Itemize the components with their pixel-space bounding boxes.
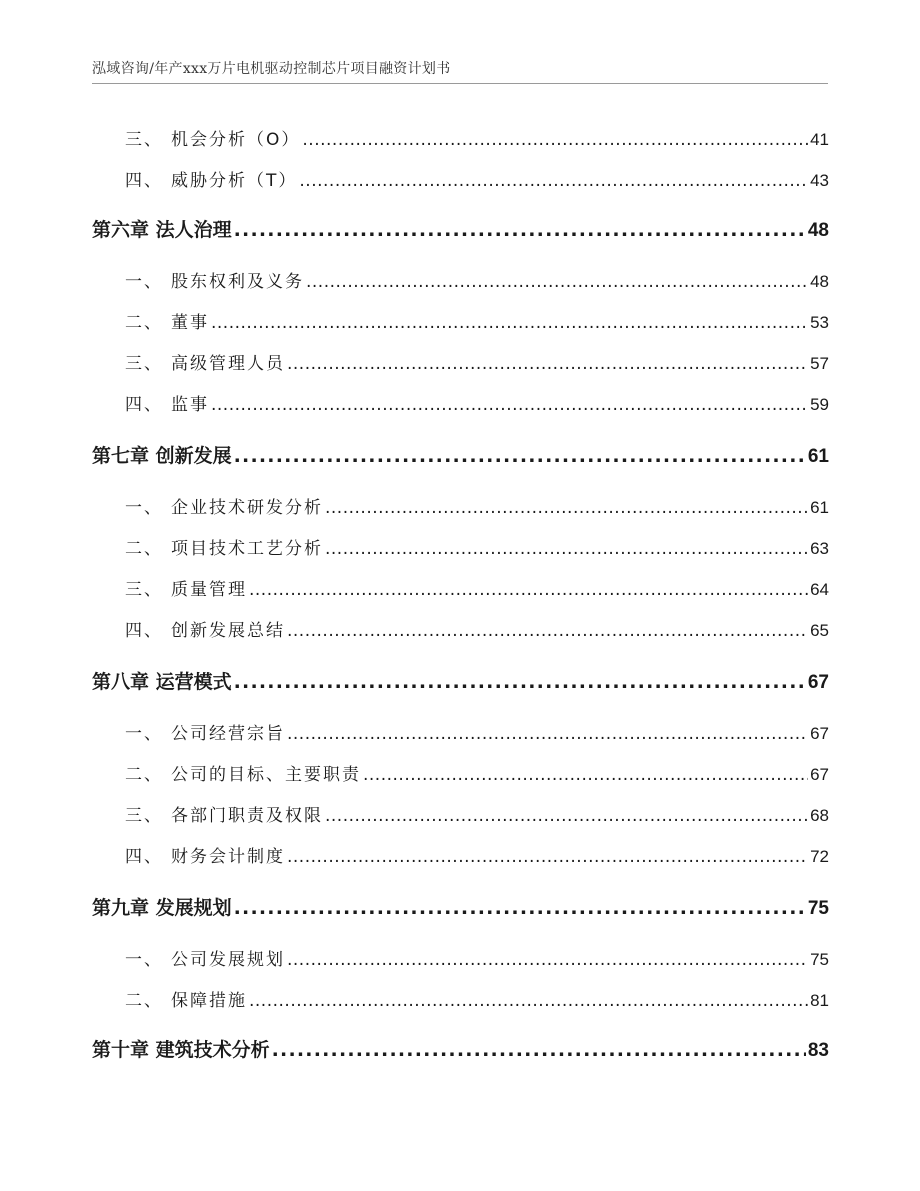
toc-entry[interactable] (92, 349, 829, 374)
toc-entry-page: 53 (810, 313, 829, 332)
toc-entry-number: 四、 (125, 847, 163, 867)
toc-entry-title: 机会分析（O） (171, 130, 301, 150)
toc-chapter-page: 48 (807, 220, 829, 241)
toc-entry-number: 三、 (125, 806, 163, 826)
toc-entry-page: 61 (810, 498, 829, 517)
toc-leader-dots (287, 950, 808, 970)
toc-entry-number: 二、 (125, 313, 163, 333)
toc-entry-number: 四、 (125, 171, 163, 191)
toc-chapter-page: 75 (807, 898, 829, 919)
toc-entry-title: 董事 (171, 313, 209, 333)
toc-leader-dots (287, 354, 808, 374)
toc-chapter-entry[interactable] (92, 667, 829, 694)
toc-entry-page: 41 (810, 130, 829, 149)
toc-leader-dots (234, 219, 806, 241)
header-rule (92, 83, 828, 84)
toc-entry-page: 48 (810, 272, 829, 291)
toc-entry-page: 65 (810, 621, 829, 640)
toc-leader-dots (325, 539, 808, 559)
toc-entry-page: 81 (810, 991, 829, 1010)
toc-leader-dots (287, 724, 808, 744)
toc-entry[interactable] (92, 308, 829, 333)
toc-entry[interactable] (92, 390, 829, 415)
toc-entry-title: 创新发展总结 (171, 621, 285, 641)
toc-leader-dots (363, 765, 808, 785)
toc-chapter-page: 61 (807, 446, 829, 467)
toc-chapter-entry[interactable] (92, 893, 829, 920)
toc-entry-title: 项目技术工艺分析 (171, 539, 323, 559)
toc-entry-number: 四、 (125, 395, 163, 415)
toc-entry[interactable] (92, 719, 829, 744)
toc-entry[interactable] (92, 801, 829, 826)
toc-leader-dots (306, 272, 808, 292)
toc-entry-number: 二、 (125, 765, 163, 785)
toc-leader-dots (287, 621, 808, 641)
toc-entry-title: 公司经营宗旨 (171, 724, 285, 744)
toc-entry-title: 公司的目标、主要职责 (171, 765, 361, 785)
toc-chapter-page: 67 (807, 672, 829, 693)
toc-entry-page: 72 (810, 847, 829, 866)
toc-entry[interactable] (92, 986, 829, 1011)
toc-leader-dots (325, 806, 808, 826)
toc-entry-number: 三、 (125, 580, 163, 600)
toc-leader-dots (299, 171, 808, 191)
toc-entry-page: 64 (810, 580, 829, 599)
toc-entry-number: 一、 (125, 498, 163, 518)
toc-entry[interactable] (92, 267, 829, 292)
toc-leader-dots (249, 991, 808, 1011)
toc-entry-title: 公司发展规划 (171, 950, 285, 970)
toc-entry[interactable] (92, 616, 829, 641)
toc-entry-title: 质量管理 (171, 580, 247, 600)
toc-entry-number: 四、 (125, 621, 163, 641)
toc-chapter-title: 第六章 法人治理 (92, 219, 232, 241)
toc-entry-page: 43 (810, 171, 829, 190)
toc-entry-title: 股东权利及义务 (171, 272, 304, 292)
toc-entry[interactable] (92, 125, 829, 150)
toc-chapter-page: 83 (807, 1040, 829, 1061)
toc-leader-dots (234, 671, 806, 693)
page-header: 泓域咨询/年产xxx万片电机驱动控制芯片项目融资计划书 (92, 61, 451, 77)
toc-leader-dots (234, 445, 806, 467)
toc-chapter-title: 第十章 建筑技术分析 (92, 1039, 270, 1061)
toc-entry-title: 监事 (171, 395, 209, 415)
toc-entry-title: 保障措施 (171, 991, 247, 1011)
toc-leader-dots (249, 580, 808, 600)
toc-entry-number: 一、 (125, 272, 163, 292)
toc-entry-page: 75 (810, 950, 829, 969)
toc-entry-page: 57 (810, 354, 829, 373)
toc-leader-dots (272, 1039, 806, 1061)
toc-chapter-title: 第七章 创新发展 (92, 445, 232, 467)
toc-entry-number: 二、 (125, 991, 163, 1011)
toc-entry[interactable] (92, 534, 829, 559)
toc-entry-page: 59 (810, 395, 829, 414)
toc-chapter-title: 第九章 发展规划 (92, 897, 232, 919)
toc-leader-dots (211, 395, 808, 415)
toc-entry-page: 63 (810, 539, 829, 558)
toc-entry-title: 财务会计制度 (171, 847, 285, 867)
toc-leader-dots (325, 498, 808, 518)
toc-leader-dots (287, 847, 808, 867)
toc-chapter-entry[interactable] (92, 1035, 829, 1062)
toc-entry[interactable] (92, 493, 829, 518)
toc-entry-title: 威胁分析（T） (171, 171, 298, 191)
toc-entry[interactable] (92, 166, 829, 191)
toc-entry-number: 三、 (125, 354, 163, 374)
toc-entry-page: 67 (810, 765, 829, 784)
toc-entry-number: 一、 (125, 724, 163, 744)
toc-entry-title: 企业技术研发分析 (171, 498, 323, 518)
toc-entry-number: 一、 (125, 950, 163, 970)
toc-entry-number: 二、 (125, 539, 163, 559)
toc-entry-number: 三、 (125, 130, 163, 150)
toc-chapter-entry[interactable] (92, 441, 829, 468)
toc-chapter-entry[interactable] (92, 215, 829, 242)
toc-entry-page: 68 (810, 806, 829, 825)
toc-entry[interactable] (92, 842, 829, 867)
toc-entry[interactable] (92, 945, 829, 970)
toc-entry[interactable] (92, 760, 829, 785)
toc-entry[interactable] (92, 575, 829, 600)
toc-leader-dots (211, 313, 808, 333)
toc-entry-title: 各部门职责及权限 (171, 806, 323, 826)
toc-entry-page: 67 (810, 724, 829, 743)
toc-entry-title: 高级管理人员 (171, 354, 285, 374)
toc-leader-dots (234, 897, 806, 919)
toc-leader-dots (302, 130, 808, 150)
toc-chapter-title: 第八章 运营模式 (92, 671, 232, 693)
